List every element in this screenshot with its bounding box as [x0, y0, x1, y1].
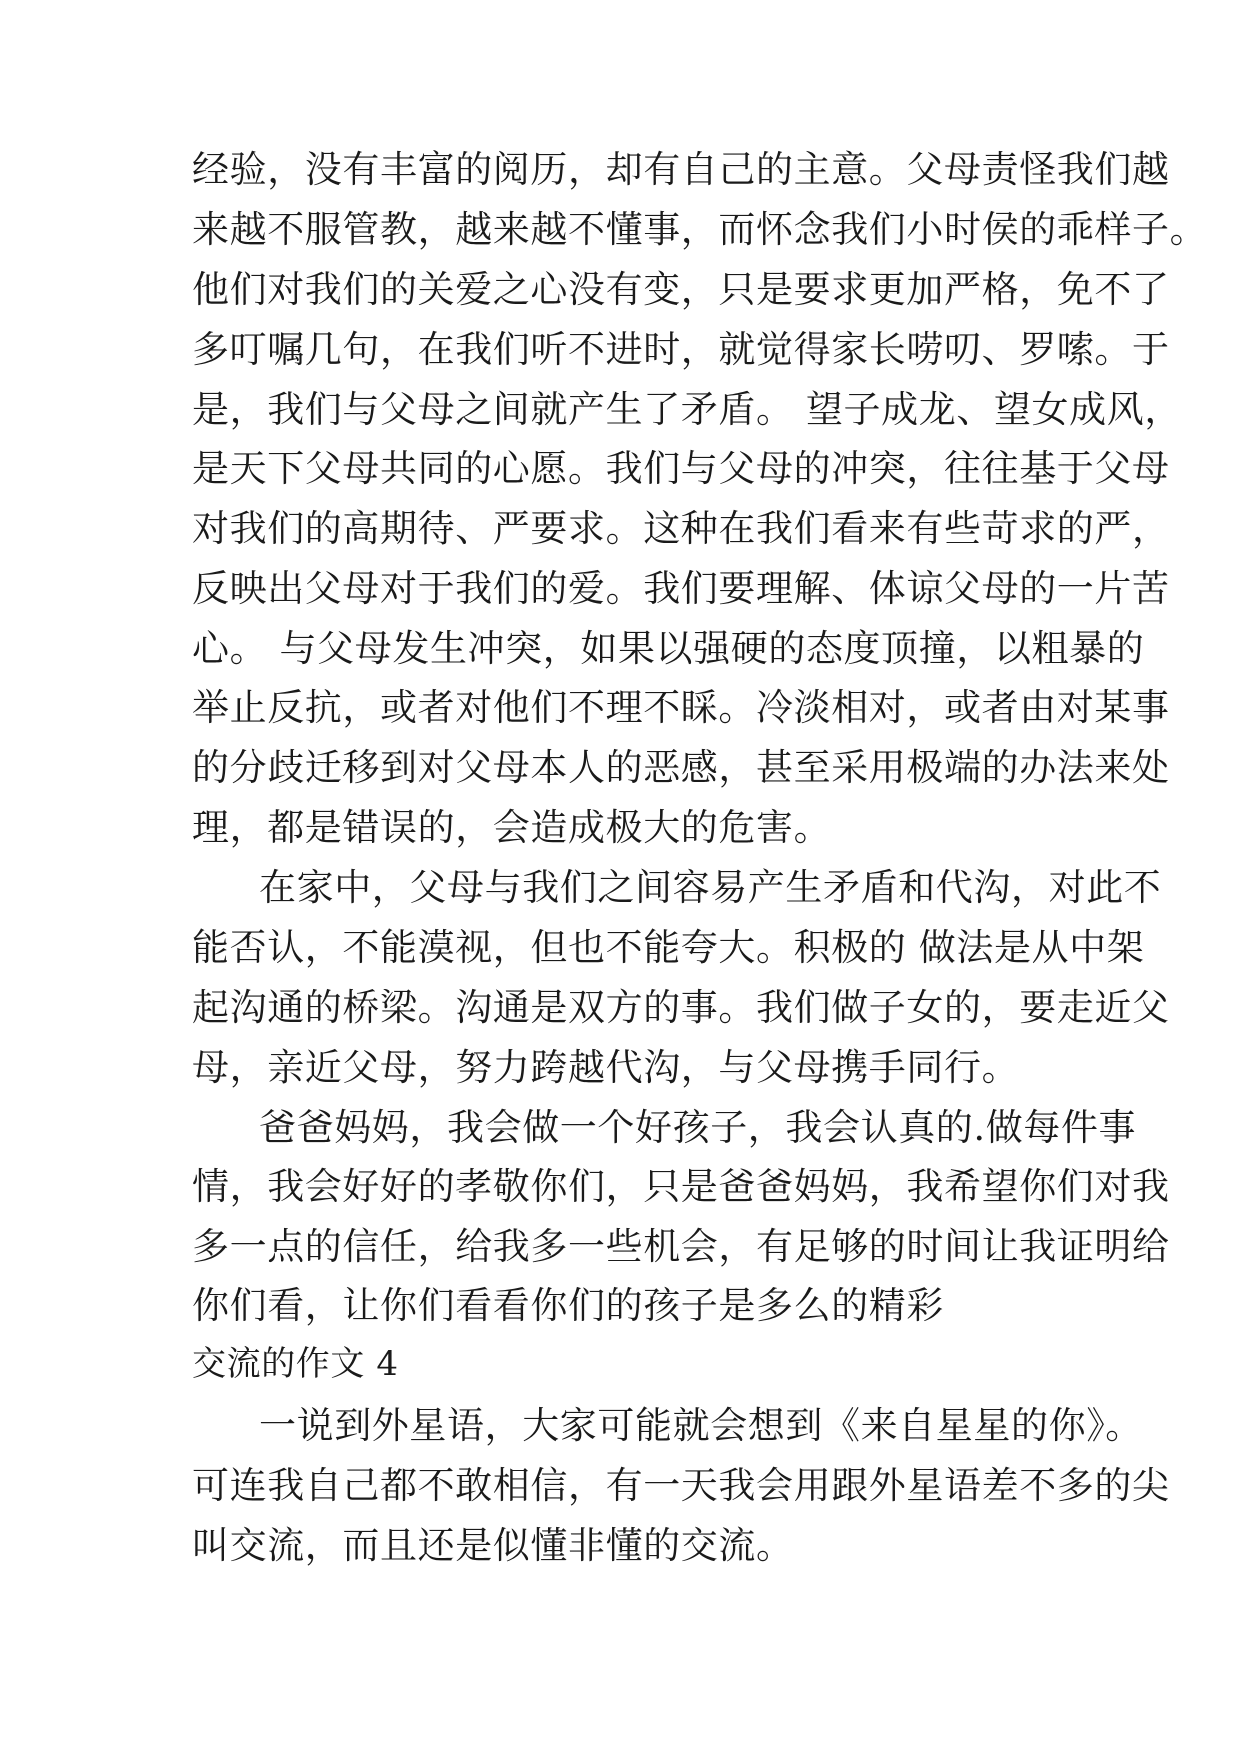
- paragraph-line: 在家中，父母与我们之间容易产生矛盾和代沟，对此不: [259, 866, 1162, 909]
- paragraph-line: 起沟通的桥梁。沟通是双方的事。我们做子女的，要走近父: [192, 986, 1170, 1029]
- paragraph-line: 经验，没有丰富的阅历，却有自己的主意。父母责怪我们越: [192, 148, 1170, 191]
- paragraph-line: 对我们的高期待、严要求。这种在我们看来有些苛求的严，: [192, 507, 1170, 550]
- paragraph-line: 可连我自己都不敢相信，有一天我会用跟外星语差不多的尖: [192, 1464, 1170, 1507]
- paragraph-line: 是，我们与父母之间就产生了矛盾。 望子成龙、望女成风，: [192, 388, 1182, 431]
- paragraph-line: 他们对我们的关爱之心没有变，只是要求更加严格，免不了: [192, 268, 1170, 311]
- paragraph-line: 情，我会好好的孝敬你们，只是爸爸妈妈，我希望你们对我: [192, 1165, 1170, 1208]
- paragraph-line: 的分歧迁移到对父母本人的恶感，甚至采用极端的办法来处: [192, 746, 1170, 789]
- paragraph-line: 多一点的信任，给我多一些机会，有足够的时间让我证明给: [192, 1225, 1170, 1268]
- paragraph-line: 一说到外星语，大家可能就会想到《来自星星的你》。: [259, 1404, 1143, 1447]
- section-heading: 交流的作文 4: [192, 1344, 399, 1384]
- paragraph-line: 举止反抗，或者对他们不理不睬。冷淡相对，或者由对某事: [192, 686, 1170, 729]
- paragraph-line: 母，亲近父母，努力跨越代沟，与父母携手同行。: [192, 1046, 1020, 1089]
- paragraph-line: 能否认，不能漠视，但也不能夸大。积极的 做法是从中架: [192, 926, 1145, 969]
- paragraph-line: 理，都是错误的，会造成极大的危害。: [192, 806, 832, 849]
- paragraph-line: 心。 与父母发生冲突，如果以强硬的态度顶撞，以粗暴的: [192, 627, 1145, 670]
- paragraph-line: 多叮嘱几句，在我们听不进时，就觉得家长唠叨、罗嗦。于: [192, 328, 1170, 371]
- paragraph-line: 你们看，让你们看看你们的孩子是多么的精彩: [192, 1284, 944, 1327]
- paragraph-line: 反映出父母对于我们的爱。我们要理解、体谅父母的一片苦: [192, 567, 1170, 610]
- paragraph-line: 来越不服管教，越来越不懂事，而怀念我们小时侯的乖样子。: [192, 208, 1208, 251]
- paragraph-line: 爸爸妈妈，我会做一个好孩子，我会认真的.做每件事: [259, 1106, 1137, 1149]
- paragraph-line: 叫交流，而且还是似懂非懂的交流。: [192, 1524, 794, 1567]
- paragraph-line: 是天下父母共同的心愿。我们与父母的冲突，往往基于父母: [192, 447, 1170, 490]
